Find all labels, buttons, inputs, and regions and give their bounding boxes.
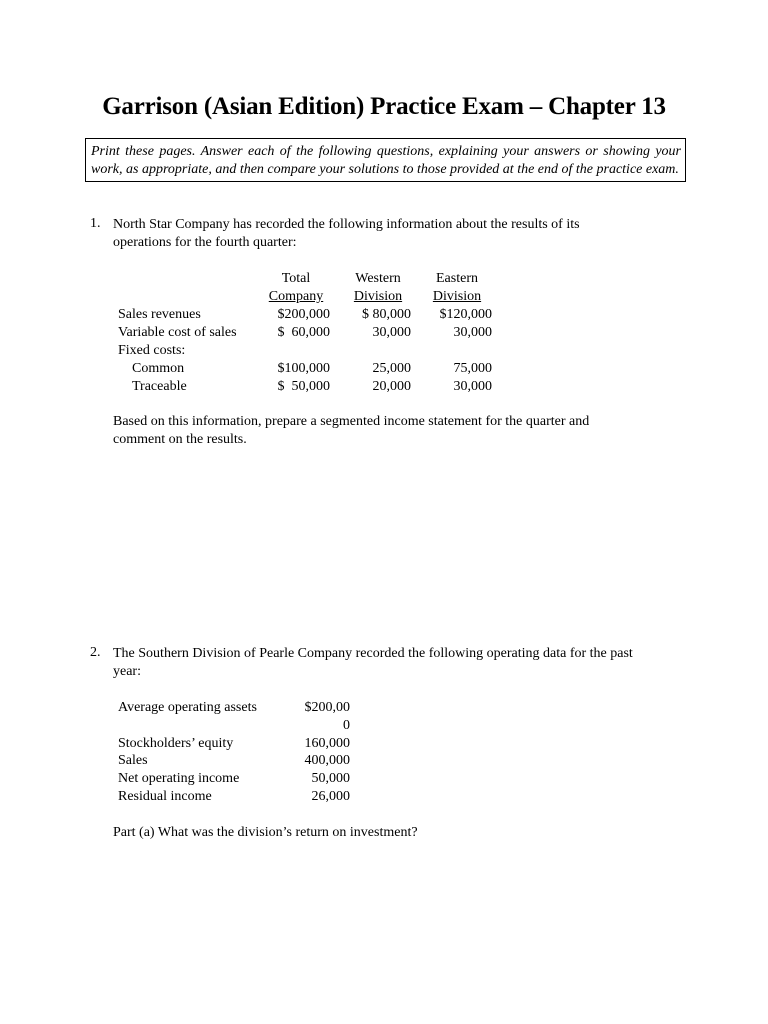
- table-cell-total: $ 50,000: [277, 379, 330, 394]
- table-cell-total: $ 60,000: [277, 325, 330, 340]
- table-cell-eastern: 75,000: [453, 361, 492, 376]
- header-eastern-line1: Eastern: [436, 271, 478, 286]
- table-cell-total: $200,000: [277, 307, 330, 322]
- table-row-label: Sales: [118, 753, 148, 768]
- table-cell-eastern: 30,000: [453, 325, 492, 340]
- question-2-number: 2.: [90, 645, 101, 660]
- question-2-part-a: Part (a) What was the division’s return on investment?: [113, 825, 418, 840]
- header-total-line2: Company: [268, 289, 324, 304]
- table-cell-value: 160,000: [304, 736, 350, 751]
- header-western-line2: Division: [353, 289, 403, 304]
- instructions-box: Print these pages. Answer each of the following questions, explaining your answers or showing your work, as appropriate, and then compare your solutions to those provided at the end of the practice exam.: [85, 138, 686, 182]
- question-1-prompt-line2: comment on the results.: [113, 432, 247, 447]
- table-cell-western: 20,000: [372, 379, 411, 394]
- table-row-label: Fixed costs:: [118, 343, 186, 358]
- table-cell-value: 26,000: [311, 789, 350, 804]
- question-2-intro-line2: year:: [113, 664, 141, 679]
- header-eastern-line2: Division: [432, 289, 482, 304]
- table-cell-eastern: 30,000: [453, 379, 492, 394]
- table-cell-total: $100,000: [277, 361, 330, 376]
- table-cell-western: 30,000: [372, 325, 411, 340]
- question-1-prompt-line1: Based on this information, prepare a segmented income statement for the quarter and: [113, 414, 590, 429]
- table-row-label: Net operating income: [118, 771, 240, 786]
- question-1-intro-line2: operations for the fourth quarter:: [113, 235, 297, 250]
- table-cell-value: 400,000: [304, 753, 350, 768]
- table-cell-eastern: $120,000: [439, 307, 492, 322]
- table-row-label: Average operating assets: [118, 700, 257, 715]
- table-cell-value: 50,000: [311, 771, 350, 786]
- question-1-number: 1.: [90, 216, 101, 231]
- table-cell-western: $ 80,000: [362, 307, 411, 322]
- table-row-label: Stockholders’ equity: [118, 736, 234, 751]
- table-row-label: Traceable: [132, 379, 187, 394]
- table-cell-value: 0: [343, 718, 350, 733]
- table-cell-western: 25,000: [372, 361, 411, 376]
- question-1-intro-line1: North Star Company has recorded the following information about the results of its: [113, 217, 580, 232]
- table-row-label: Common: [132, 361, 185, 376]
- page-title: Garrison (Asian Edition) Practice Exam – Chapter 13: [102, 93, 666, 120]
- header-western-line1: Western: [355, 271, 401, 286]
- table-row-label: Sales revenues: [118, 307, 201, 322]
- table-row-label: Variable cost of sales: [118, 325, 237, 340]
- table-row-label: Residual income: [118, 789, 212, 804]
- header-total-line1: Total: [281, 271, 311, 286]
- table-cell-value: $200,00: [304, 700, 350, 715]
- question-2-intro-line1: The Southern Division of Pearle Company recorded the following operating data for the past: [113, 646, 633, 661]
